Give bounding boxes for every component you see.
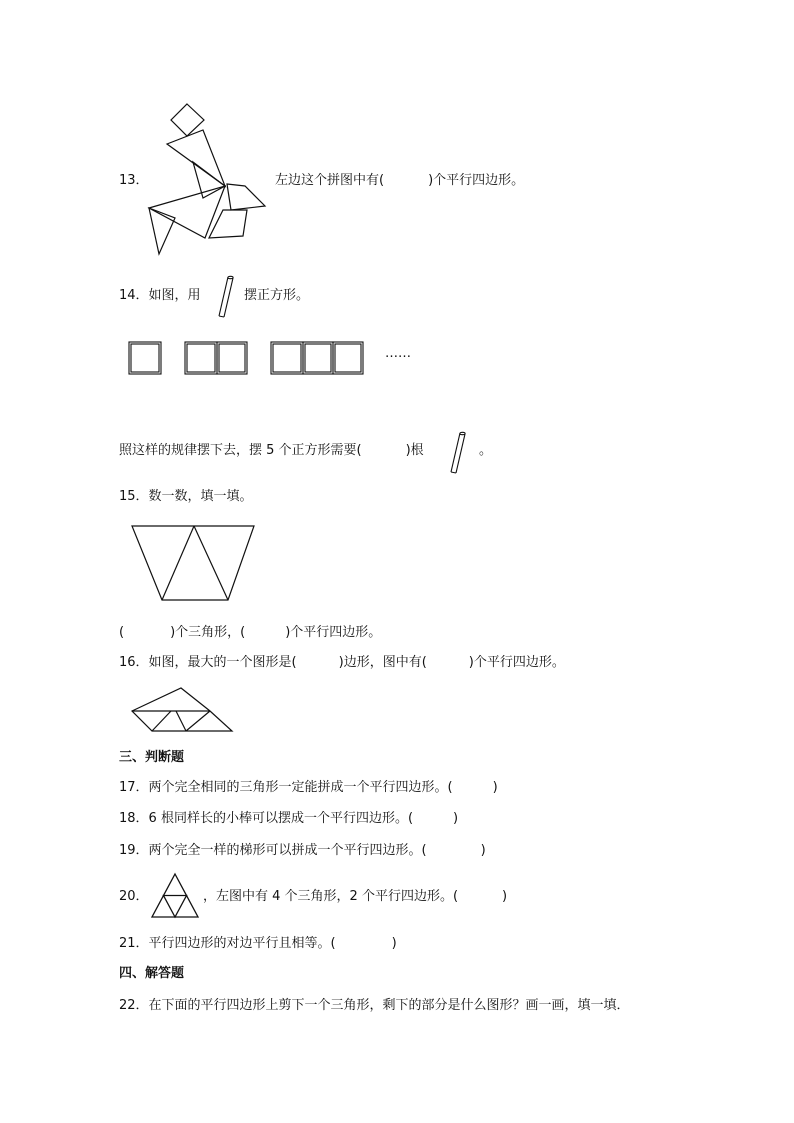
section-3-heading: 三、判断题 bbox=[119, 750, 185, 765]
section-4-heading: 四、解答题 bbox=[119, 966, 185, 981]
q13-number: 13． bbox=[119, 173, 149, 188]
q14-end-punct: 。 bbox=[479, 443, 493, 458]
q22-text: 22．在下面的平行四边形上剪下一个三角形，剩下的部分是什么图形？画一画，填一填． bbox=[119, 998, 630, 1013]
q18-text: 18．6 根同样长的小棒可以摆成一个平行四边形。( ) bbox=[119, 811, 459, 826]
trapezoid-figure bbox=[130, 524, 258, 604]
stick-icon bbox=[216, 274, 236, 320]
q20-number: 20． bbox=[119, 889, 149, 904]
q17-text: 17．两个完全相同的三角形一定能拼成一个平行四边形。( ) bbox=[119, 780, 498, 795]
stick-icon bbox=[448, 430, 468, 476]
q20-text: ，左图中有 4 个三角形，2 个平行四边形。( ) bbox=[203, 889, 508, 904]
q14-ellipsis: …… bbox=[385, 346, 411, 361]
square-sequence-figure bbox=[125, 338, 375, 380]
pentagon-figure bbox=[128, 686, 236, 734]
q14-after-text: 摆正方形。 bbox=[244, 288, 310, 303]
q15-title: 15．数一数，填一填。 bbox=[119, 489, 253, 504]
q14-rule-text: 照这样的规律摆下去，摆 5 个正方形需要( )根 bbox=[119, 443, 424, 458]
triangle-grid-figure bbox=[150, 872, 200, 920]
q13-text: 左边这个拼图中有( )个平行四边形。 bbox=[275, 173, 525, 188]
q15-answer-line: ( )个三角形，( )个平行四边形。 bbox=[119, 625, 382, 640]
q14-intro: 14．如图，用 bbox=[119, 288, 201, 303]
q16-text: 16．如图，最大的一个图形是( )边形，图中有( )个平行四边形。 bbox=[119, 655, 565, 670]
q19-text: 19．两个完全一样的梯形可以拼成一个平行四边形。( ) bbox=[119, 843, 486, 858]
q21-text: 21．平行四边形的对边平行且相等。( ) bbox=[119, 936, 397, 951]
tangram-figure bbox=[145, 100, 270, 260]
